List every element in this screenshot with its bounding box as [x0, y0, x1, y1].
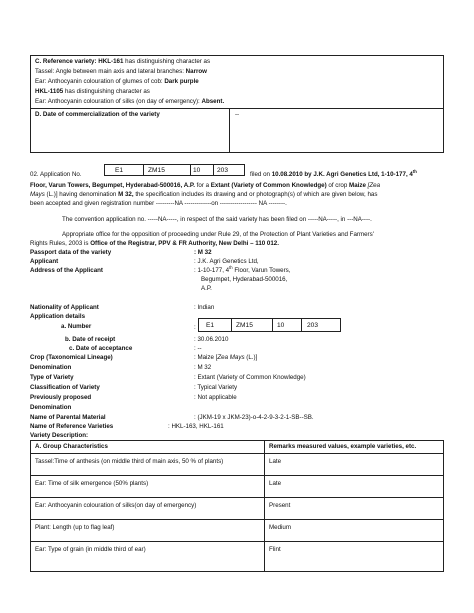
- d-commercialization-heading: D. Date of commercialization of the variety: [35, 111, 160, 118]
- previously-proposed-label: Previously proposed: [30, 394, 92, 401]
- number-box-2: ZM15: [231, 318, 273, 332]
- crop-label: Crop (Taxonomical Lineage): [30, 354, 113, 361]
- nationality-label: Nationality of Applicant: [30, 304, 99, 311]
- reference-varieties-value: : HKL-163, HKL-161: [168, 423, 224, 430]
- denomination-value: : M 32: [194, 364, 212, 371]
- row-characteristic: Ear: Time of silk emergence (50% plants): [35, 480, 149, 487]
- reference-variety-table: [30, 55, 444, 153]
- number-box-3: 10: [272, 318, 302, 332]
- row-value: Present: [269, 502, 291, 509]
- row-value: Flint: [269, 546, 281, 553]
- row-value: Medium: [269, 524, 292, 531]
- d-row-vertical-divider: [229, 108, 230, 152]
- type-of-variety-value: : Extant (Variety of Common Knowledge): [194, 374, 306, 381]
- row-characteristic: Tassel:Time of anthesis (on middle third of main axis, 50 % of plants): [35, 458, 224, 465]
- number-box-4: 203: [301, 318, 341, 332]
- c-reference-heading: C. Reference variety: HKL-161 has distinguishing character as: [35, 58, 211, 65]
- number-colon: :: [194, 324, 196, 331]
- d-row-divider: [31, 108, 443, 109]
- application-prefix: 02. Application No.: [30, 171, 82, 178]
- passport-value: : M 32: [194, 249, 212, 256]
- nationality-value: : Indian: [194, 304, 215, 311]
- crop-value: : Maize [Zea Mays (L.)]: [194, 354, 258, 361]
- ear-silk-line: Ear: Anthocyanin colouration of silks (on day of emergency): Absent.: [35, 98, 225, 105]
- tassel-angle-line: Tassel: Angle between main axis and lateral branches: Narrow: [35, 68, 207, 75]
- classification-label: Classification of Variety: [30, 384, 100, 391]
- address-line-1: : 1-10-177, 4th Floor, Varun Towers,: [194, 264, 291, 274]
- table-header-characteristics: A. Group Characteristics: [35, 443, 108, 450]
- variety-description-label: Variety Description:: [30, 432, 89, 439]
- application-line-2: Floor, Varun Towers, Begumpet, Hyderabad-500016, A.P. for a Extant (Variety of Common Knowledge) of crop Maize [Zea: [30, 182, 381, 189]
- date-of-receipt-label: b. Date of receipt: [65, 336, 116, 343]
- address-label: Address of the Applicant: [30, 267, 103, 274]
- passport-label: Passport data of the variety: [30, 249, 112, 256]
- number-label: a. Number: [61, 323, 92, 330]
- parental-material-label: Name of Parental Material: [30, 414, 106, 421]
- opposition-line-1: Appropriate office for the opposition of proceeding under Rule 29, of the Protection of Plant Varieties and Farmers': [62, 231, 374, 238]
- denomination-label: Denomination: [30, 364, 72, 371]
- row-value: Late: [269, 458, 282, 465]
- table-row: [31, 541, 443, 573]
- previously-proposed-label-2: Denomination: [30, 404, 72, 411]
- date-of-receipt-value: : 30.06.2010: [194, 336, 229, 343]
- table-row: [31, 453, 443, 476]
- application-details-label: Application details: [30, 313, 86, 320]
- number-box-1: E1: [198, 318, 232, 332]
- type-of-variety-label: Type of Variety: [30, 374, 74, 381]
- table-row: [31, 519, 443, 542]
- application-number-box-1: E1: [104, 164, 144, 176]
- applicant-value: : J.K. Agri Genetics Ltd,: [194, 258, 259, 265]
- reference-varieties-label: Name of Reference Varieties: [30, 423, 114, 430]
- row-characteristic: Ear: Type of grain (in middle third of ear): [35, 546, 146, 553]
- application-number-box-2: ZM15: [143, 164, 191, 176]
- row-characteristic: Ear: Anthocyanin colouration of silks(on day of emergency): [35, 502, 197, 509]
- application-filed-line: filed on 10.08.2010 by J.K. Agri Genetics Ltd, 1-10-177, 4th: [250, 168, 417, 178]
- classification-value: : Typical Variety: [194, 384, 238, 391]
- application-line-4: been accepted and given registration number ---------NA -------------on ------------------ NA --------.: [30, 200, 287, 207]
- table-row: [31, 475, 443, 498]
- hkl1105-line: HKL-1105 has distinguishing character as: [35, 88, 150, 95]
- application-number-box-4: 203: [213, 164, 245, 176]
- opposition-line-2: Rights Rules, 2003 is Office of the Registrar, PPV & FR Authority, New Delhi – 110 012.: [30, 240, 279, 247]
- variety-description-table: [30, 440, 444, 572]
- date-of-acceptance-value: : --: [194, 345, 202, 352]
- applicant-label: Applicant: [30, 258, 59, 265]
- date-of-acceptance-label: c. Date of acceptance: [69, 345, 133, 352]
- row-value: Late: [269, 480, 282, 487]
- convention-paragraph: The convention application no. -----NA-----, in respect of the said variety has been filed on -----NA-----, in ---NA----.: [62, 216, 372, 223]
- row-characteristic: Plant: Length (up to flag leaf): [35, 524, 115, 531]
- parental-material-value: : (JKM-19 x JKM-23)-o-4-2-9-3-2-1-SB--SB.: [194, 414, 314, 421]
- table-row: [31, 497, 443, 520]
- table-header-remarks: Remarks measured values, example varieties, etc.: [269, 443, 417, 450]
- ear-glume-line: Ear: Anthocyanin colouration of glumes of cob: Dark purple: [35, 78, 199, 85]
- address-line-3: A.P.: [201, 285, 212, 292]
- address-line-2: Begumpet, Hyderabad-500016,: [201, 276, 288, 283]
- d-commercialization-value: --: [235, 111, 240, 118]
- application-line-3: Mays (L.)] having denomination M 32, the specification includes its drawing and or photograph(s) of which are given below, has: [30, 191, 378, 198]
- previously-proposed-value: : Not applicable: [194, 394, 237, 401]
- application-number-box-3: 10: [190, 164, 214, 176]
